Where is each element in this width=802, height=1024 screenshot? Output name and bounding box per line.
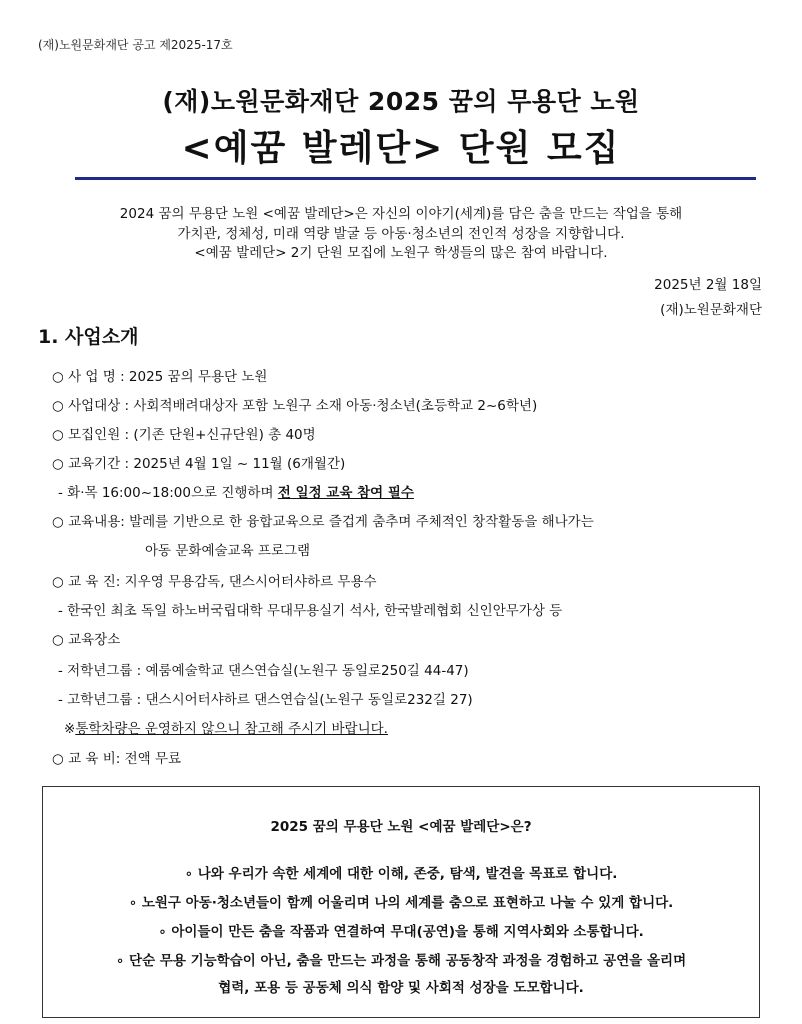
section-heading: 1. 사업소개 <box>38 326 139 348</box>
venue-upper-grade: - 고학년그룹 : 댄스시어터샤하르 댄스연습실(노원구 동일로232길 27) <box>58 692 473 708</box>
issuing-org: (재)노원문화재단 <box>660 302 762 318</box>
venue-item: ○ 교육장소 <box>52 632 121 648</box>
about-item: ∘ 나와 우리가 속한 세계에 대한 이해, 존중, 탐색, 발견을 목표로 합니다. <box>184 866 618 882</box>
bullet-icon: ○ <box>52 398 64 414</box>
program-name-item: ○ 사 업 명 : 2025 꿈의 무용단 노원 <box>52 369 268 385</box>
bullet-icon: ○ <box>52 632 64 648</box>
bullet-icon: ○ <box>52 427 64 443</box>
title-divider <box>75 177 756 180</box>
schedule-note: - 화·목 16:00~18:00으로 진행하며 전 일정 교육 참여 필수 <box>58 485 414 501</box>
bullet-icon: ○ <box>52 514 64 530</box>
intro-line: <예꿈 발레단> 2기 단원 모집에 노원구 학생들의 많은 참여 바랍니다. <box>194 245 608 261</box>
bullet-icon: ○ <box>52 369 64 385</box>
about-item: ∘ 단순 무용 기능학습이 아닌, 춤을 만드는 과정을 통해 공동창작 과정을 경험하고 공연을 올리며 <box>115 953 687 969</box>
about-box <box>42 786 760 1018</box>
content-item-continued: 아동 문화예술교육 프로그램 <box>145 543 311 559</box>
about-item: 협력, 포용 등 공동체 의식 함양 및 사회적 성장을 도모합니다. <box>218 980 584 996</box>
about-item: ∘ 아이들이 만든 춤을 작품과 연결하여 무대(공연)을 통해 지역사회와 소통합니다. <box>158 924 644 940</box>
bullet-icon: ○ <box>52 456 64 472</box>
instructor-note: - 한국인 최초 독일 하노버국립대학 무대무용실기 석사, 한국발레협회 신인안무가상 등 <box>58 603 563 619</box>
period-item: ○ 교육기간 : 2025년 4월 1일 ~ 11월 (6개월간) <box>52 456 346 472</box>
recruit-item: ○ 모집인원 : (기존 단원+신규단원) 총 40명 <box>52 427 316 443</box>
shuttle-note: ※통학차량은 운영하지 않으니 참고해 주시기 바랍니다. <box>64 721 388 737</box>
venue-lower-grade: - 저학년그룹 : 예룸예술학교 댄스연습실(노원구 동일로250길 44-47) <box>58 663 469 679</box>
bullet-icon: ○ <box>52 574 64 590</box>
content-item: ○ 교육내용: 발레를 기반으로 한 융합교육으로 즐겁게 춤추며 주체적인 창작활동을 해나가는 <box>52 514 594 530</box>
notice-number: (재)노원문화재단 공고 제2025-17호 <box>38 38 233 52</box>
instructors-item: ○ 교 육 진: 지우영 무용감독, 댄스시어터샤하르 무용수 <box>52 574 377 590</box>
attendance-required: 전 일정 교육 참여 필수 <box>277 485 414 501</box>
page-subtitle: <예꿈 발레단> 단원 모집 <box>181 128 621 169</box>
target-item: ○ 사업대상 : 사회적배려대상자 포함 노원구 소재 아동·청소년(초등학교 2~6학년) <box>52 398 538 414</box>
page-title: (재)노원문화재단 2025 꿈의 무용단 노원 <box>162 87 640 116</box>
intro-line: 2024 꿈의 무용단 노원 <예꿈 발레단>은 자신의 이야기(세계)를 담은 춤을 만드는 작업을 통해 <box>119 206 683 222</box>
notice-date: 2025년 2월 18일 <box>654 277 762 293</box>
about-box-title: 2025 꿈의 무용단 노원 <예꿈 발레단>은? <box>270 819 532 835</box>
intro-paragraph <box>60 205 742 264</box>
fee-item: ○ 교 육 비: 전액 무료 <box>52 751 182 767</box>
about-item: ∘ 노원구 아동·청소년들이 함께 어울리며 나의 세계를 춤으로 표현하고 나눌 수 있게 합니다. <box>128 895 674 911</box>
intro-line: 가치관, 정체성, 미래 역량 발굴 등 아동·청소년의 전인적 성장을 지향합니다. <box>177 225 625 242</box>
bullet-icon: ○ <box>52 751 64 767</box>
